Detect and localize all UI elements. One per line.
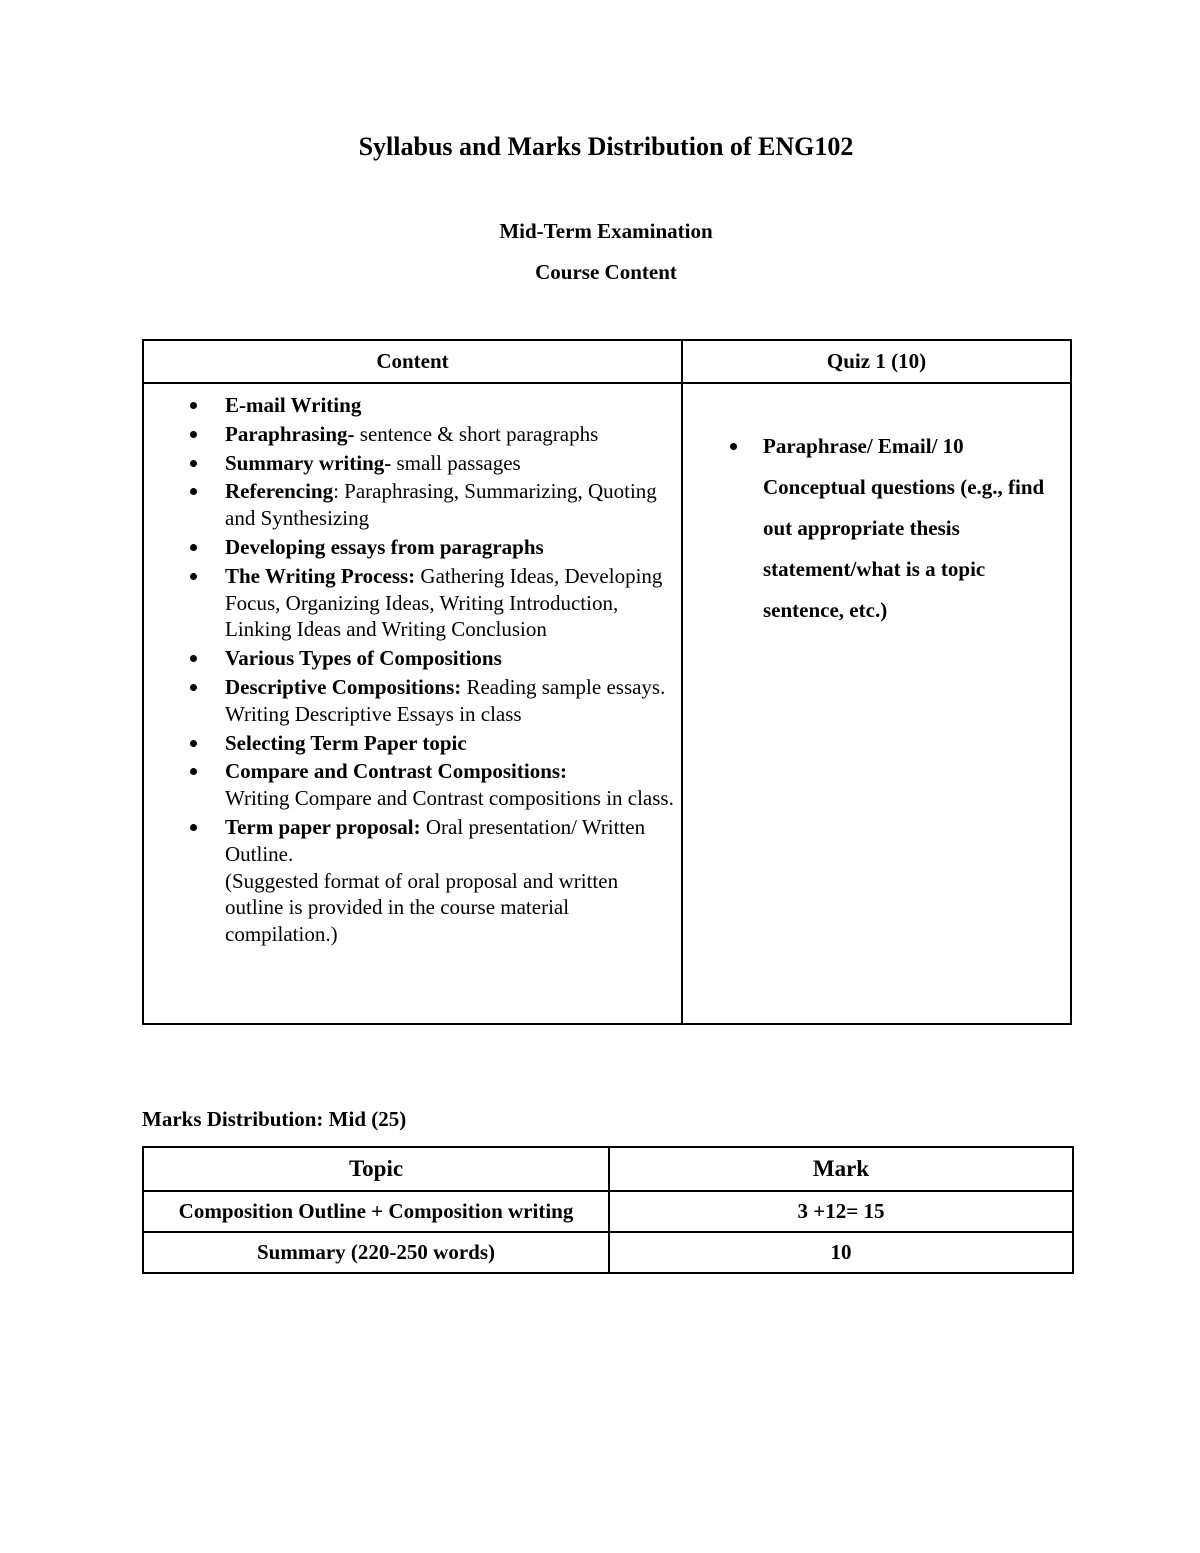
list-item: Developing essays from paragraphs [144,534,675,561]
list-item: E-mail Writing [144,392,675,419]
topic-cell: Composition Outline + Composition writing [143,1191,609,1232]
content-cell [143,383,682,1024]
page-title: Syllabus and Marks Distribution of ENG102 [358,132,854,161]
list-item: Summary writing- small passages [144,450,675,477]
list-item: Paraphrase/ Email/ 10 Conceptual questions (e.g., find out appropriate thesis statement/what is a topic sentence, etc.) [683,426,1050,631]
marks-distribution-heading: Marks Distribution: Mid (25) [142,1107,407,1131]
table-row [143,1191,1073,1232]
bullet-icon [190,824,197,831]
list-item: Term paper proposal: Oral presentation/ Written Outline. (Suggested format of oral proposal and written outline is provided in the course material compilation.) [144,814,675,948]
bullet-icon [190,460,197,467]
table-row [143,1232,1073,1273]
course-content-table [142,339,1072,1025]
topic-cell: Summary (220-250 words) [143,1232,609,1273]
content-heading: Course Content [535,260,677,284]
bullet-icon [190,684,197,691]
mark-column-header: Mark [609,1147,1073,1191]
exam-heading: Mid-Term Examination [499,219,713,243]
bullet-icon [190,655,197,662]
list-item: Selecting Term Paper topic [144,730,675,757]
bullet-icon [190,740,197,747]
marks-table [142,1146,1074,1274]
list-item: Referencing: Paraphrasing, Summarizing, Quoting and Synthesizing [144,478,675,532]
quiz-cell [682,383,1071,1024]
bullet-icon [190,488,197,495]
list-item: Paraphrasing- sentence & short paragraphs [144,421,675,448]
list-item: Compare and Contrast Compositions: Writing Compare and Contrast compositions in class. [144,758,675,812]
mark-cell: 10 [609,1232,1073,1273]
quiz-column-header: Quiz 1 (10) [682,340,1071,383]
topic-list [144,384,681,948]
bullet-icon [730,443,737,450]
list-item: Descriptive Compositions: Reading sample essays. Writing Descriptive Essays in class [144,674,675,728]
list-item: The Writing Process: Gathering Ideas, Developing Focus, Organizing Ideas, Writing Introduction, Linking Ideas and Writing Conclusion [144,563,675,643]
bullet-icon [190,768,197,775]
topic-column-header: Topic [143,1147,609,1191]
term-paper-note: (Suggested format of oral proposal and written outline is provided in the course material compilation.) [225,868,619,947]
list-item: Various Types of Compositions [144,645,675,672]
bullet-icon [190,431,197,438]
bullet-icon [190,544,197,551]
quiz-list [683,384,1070,631]
mark-cell: 3 +12= 15 [609,1191,1073,1232]
bullet-icon [190,573,197,580]
bullet-icon [190,402,197,409]
content-column-header: Content [143,340,682,383]
